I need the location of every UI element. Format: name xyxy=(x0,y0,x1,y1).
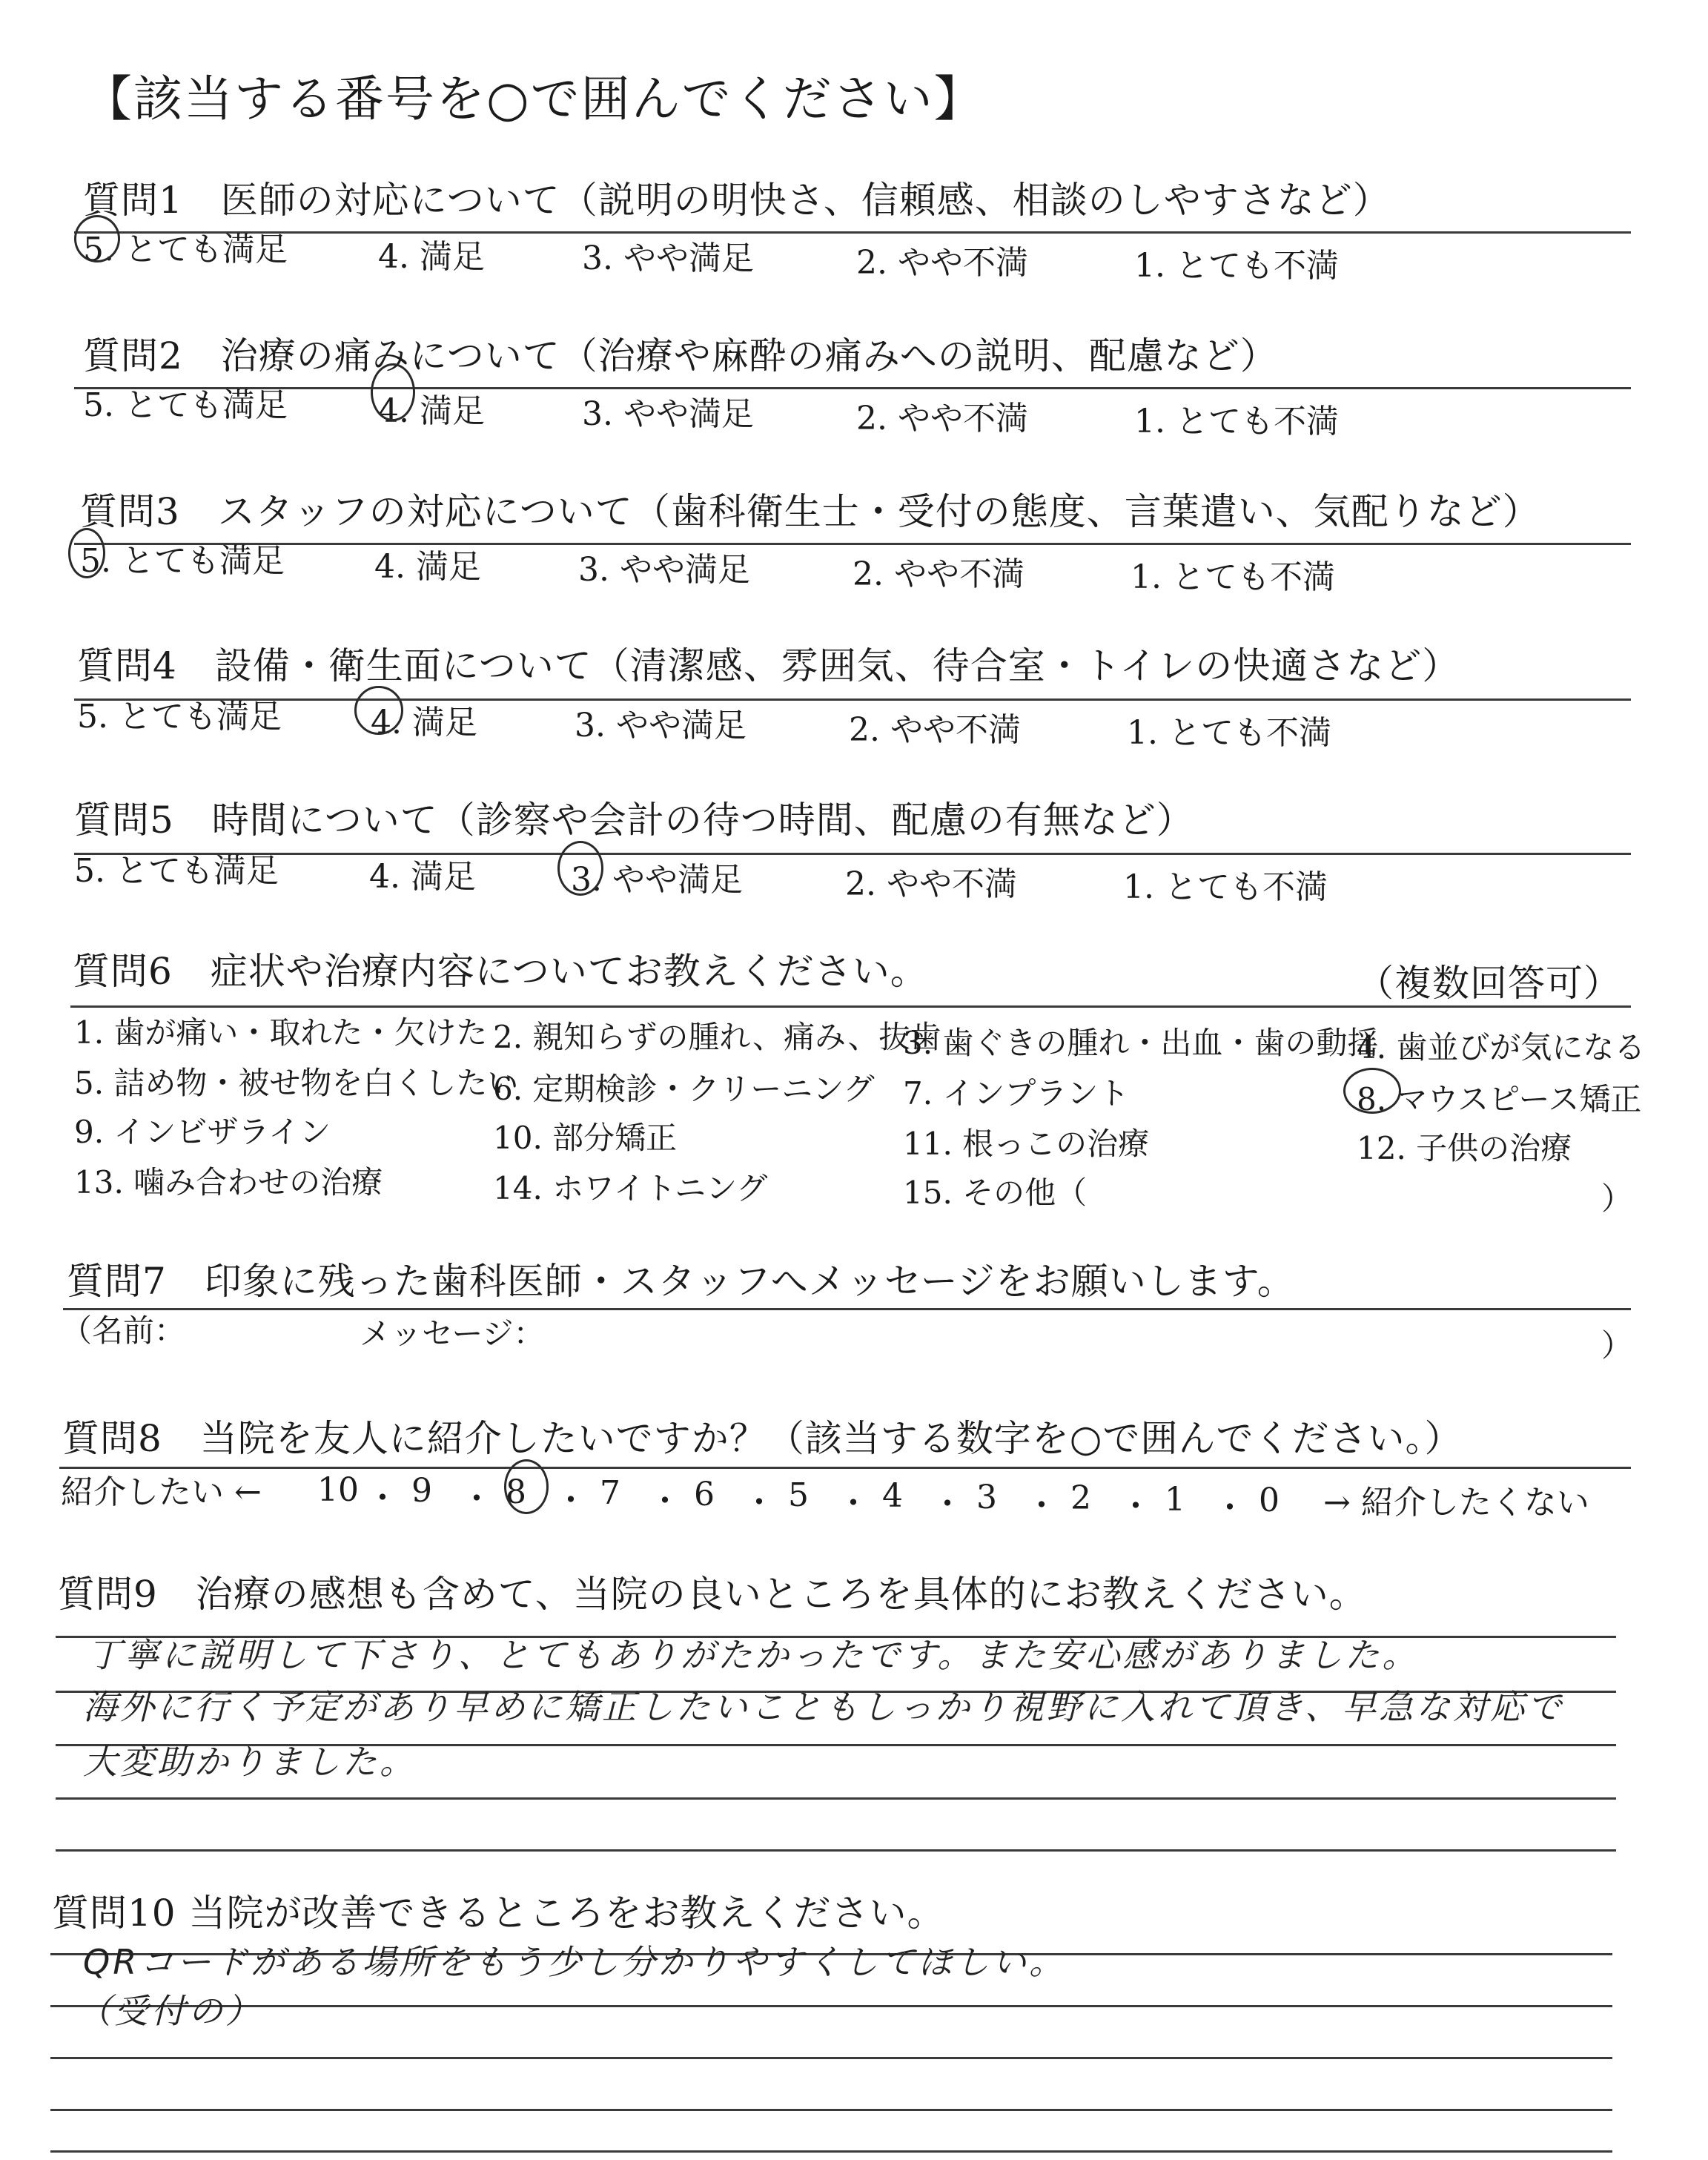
q1-option-2[interactable]: 2. やや不満 xyxy=(856,244,1028,282)
handwritten-answer-line: 丁寧に説明して下さり、とてもありがたかったです。また安心感がありました。 xyxy=(87,1635,1420,1675)
q3-option-3[interactable]: 3. やや満足 xyxy=(578,551,750,589)
answer-line xyxy=(50,2109,1612,2111)
page-title: 【該当する番号を○で囲んでください】 xyxy=(83,70,984,128)
question-5-heading: 質問5 時間について（診察や会計の待つ時間、配慮の有無など） xyxy=(74,799,1194,842)
scale-value[interactable]: 0 xyxy=(1259,1482,1280,1519)
q1-option-3[interactable]: 3. やや満足 xyxy=(582,240,754,277)
q5-option-5[interactable]: 5. とても満足 xyxy=(74,852,279,890)
scale-value[interactable]: 7 xyxy=(600,1474,620,1513)
q6-item[interactable]: 12. 子供の治療 xyxy=(1357,1130,1572,1166)
q5-option-2[interactable]: 2. やや不満 xyxy=(845,865,1017,903)
divider xyxy=(74,853,1631,855)
scale-separator: ・ xyxy=(649,1482,681,1521)
scale-value[interactable]: 10 xyxy=(317,1471,359,1509)
answer-line xyxy=(50,2150,1612,2153)
divider xyxy=(63,1308,1631,1310)
selection-circle xyxy=(557,841,603,896)
q4-option-2[interactable]: 2. やや不満 xyxy=(849,711,1021,749)
q3-option-2[interactable]: 2. やや不満 xyxy=(853,555,1025,593)
scale-value[interactable]: 2 xyxy=(1070,1479,1091,1518)
scale-value[interactable]: 3 xyxy=(976,1478,997,1516)
q6-item[interactable]: 15. その他（ xyxy=(903,1175,1088,1211)
scale-separator: ・ xyxy=(1214,1488,1246,1527)
q2-option-4[interactable]: 4. 満足 xyxy=(378,392,485,430)
scale-value[interactable]: 9 xyxy=(411,1472,432,1510)
recommend-right-label: → 紹介したくない xyxy=(1323,1484,1589,1522)
q6-item[interactable]: 1. 歯が痛い・取れた・欠けた xyxy=(74,1014,488,1051)
q4-option-4[interactable]: 4. 満足 xyxy=(371,704,477,742)
selection-circle xyxy=(74,215,120,262)
q3-option-5[interactable]: 5. とても満足 xyxy=(80,542,285,580)
q2-option-3[interactable]: 3. やや満足 xyxy=(582,395,754,433)
divider xyxy=(74,543,1631,545)
handwritten-answer-line: 大変助かりました。 xyxy=(83,1742,417,1782)
q6-item[interactable]: 5. 詰め物・被せ物を白くしたい xyxy=(74,1065,519,1101)
q6-item[interactable]: 10. 部分矯正 xyxy=(493,1120,678,1156)
scale-value[interactable]: 5 xyxy=(788,1476,809,1514)
scale-value[interactable]: 4 xyxy=(882,1477,903,1516)
divider xyxy=(74,231,1631,234)
question-8-heading: 質問8 当院を友人に紹介したいですか？（該当する数字を○で囲んでください。） xyxy=(62,1417,1463,1460)
question-3-heading: 質問3 スタッフの対応について（歯科衛生士・受付の態度、言葉遣い、気配りなど） xyxy=(80,490,1540,533)
message-label: メッセージ： xyxy=(360,1315,545,1352)
q5-option-1[interactable]: 1. とても不満 xyxy=(1123,868,1328,906)
q6-item[interactable]: 13. 噛み合わせの治療 xyxy=(74,1164,383,1200)
q1-option-1[interactable]: 1. とても不満 xyxy=(1134,247,1339,285)
scale-value[interactable]: 6 xyxy=(694,1475,715,1513)
divider xyxy=(74,698,1631,701)
q3-option-1[interactable]: 1. とても不満 xyxy=(1131,558,1335,596)
message-close-paren: ） xyxy=(1601,1327,1633,1364)
selection-circle xyxy=(1343,1068,1401,1114)
scale-value[interactable]: 8 xyxy=(506,1473,526,1511)
scale-separator: ・ xyxy=(837,1484,870,1522)
selection-circle xyxy=(68,528,105,578)
q4-option-5[interactable]: 5. とても満足 xyxy=(77,698,282,736)
q6-item[interactable]: 14. ホワイトニング xyxy=(493,1170,768,1206)
answer-line xyxy=(56,1797,1616,1800)
q6-item[interactable]: 2. 親知らずの腫れ、痛み、抜歯 xyxy=(493,1019,941,1055)
answer-line xyxy=(50,2057,1612,2059)
divider xyxy=(59,1467,1631,1469)
q2-option-1[interactable]: 1. とても不満 xyxy=(1134,403,1339,440)
multiple-answer-note: （複数回答可） xyxy=(1357,962,1621,1005)
question-4-heading: 質問4 設備・衛生面について（清潔感、雰囲気、待合室・トイレの快適さなど） xyxy=(77,644,1460,687)
scale-separator: ・ xyxy=(931,1485,964,1524)
scale-separator: ・ xyxy=(743,1483,775,1522)
q6-item[interactable]: 8. マウスピース矯正 xyxy=(1357,1081,1642,1117)
selection-circle xyxy=(504,1459,549,1514)
q6-item[interactable]: 4. 歯並びが気になる xyxy=(1357,1029,1646,1066)
question-1-heading: 質問1 医師の対応について（説明の明快さ、信頼感、相談のしやすさなど） xyxy=(83,179,1391,222)
q6-item[interactable]: 11. 根っこの治療 xyxy=(903,1126,1150,1162)
question-6-heading: 質問6 症状や治療内容についてお教えください。 xyxy=(73,950,928,993)
q2-option-5[interactable]: 5. とても満足 xyxy=(83,386,288,424)
divider xyxy=(70,1005,1631,1008)
q5-option-3[interactable]: 3. やや満足 xyxy=(571,861,743,899)
q6-item[interactable]: 6. 定期検診・クリーニング xyxy=(493,1071,875,1107)
scale-separator: ・ xyxy=(1025,1486,1058,1525)
scale-separator: ・ xyxy=(555,1481,587,1519)
recommend-left-label: 紹介したい ← xyxy=(61,1473,262,1511)
q5-option-4[interactable]: 4. 満足 xyxy=(369,858,476,896)
q3-option-4[interactable]: 4. 満足 xyxy=(374,548,481,586)
name-label: （名前： xyxy=(61,1312,186,1349)
question-10-heading: 質問10 当院が改善できるところをお教えください。 xyxy=(52,1892,945,1935)
scale-value[interactable]: 1 xyxy=(1165,1480,1185,1519)
handwritten-answer-line: （受付の） xyxy=(77,1991,262,2031)
answer-line xyxy=(50,2005,1612,2007)
question-2-heading: 質問2 治療の痛みについて（治療や麻酔の痛みへの説明、配慮など） xyxy=(83,334,1278,377)
scale-separator: ・ xyxy=(460,1480,493,1519)
q6-item[interactable]: 7. インプラント xyxy=(903,1075,1130,1112)
q6-item[interactable]: 9. インビザライン xyxy=(74,1114,331,1150)
q1-option-4[interactable]: 4. 満足 xyxy=(378,238,485,276)
q6-item[interactable]: 3. 歯ぐきの腫れ・出血・歯の動揺 xyxy=(903,1025,1379,1061)
selection-circle xyxy=(354,686,403,735)
q4-option-3[interactable]: 3. やや満足 xyxy=(575,707,747,744)
q4-option-1[interactable]: 1. とても不満 xyxy=(1127,714,1331,752)
q1-option-5[interactable]: 5. とても満足 xyxy=(83,231,288,268)
answer-line xyxy=(56,1849,1616,1852)
handwritten-answer-line: QRコードがある場所をもう少し分かりやすくしてほしい。 xyxy=(83,1942,1067,1982)
handwritten-answer-line: 海外に行く予定があり早めに矯正したいこともしっかり視野に入れて頂き、早急な対応で xyxy=(83,1687,1565,1727)
scale-separator: ・ xyxy=(366,1479,399,1517)
other-close-paren: ） xyxy=(1601,1180,1633,1217)
divider xyxy=(74,387,1631,389)
selection-circle xyxy=(371,363,415,421)
question-7-heading: 質問7 印象に残った歯科医師・スタッフへメッセージをお願いします。 xyxy=(67,1260,1295,1303)
scale-separator: ・ xyxy=(1119,1487,1152,1526)
q2-option-2[interactable]: 2. やや不満 xyxy=(856,400,1028,437)
question-9-heading: 質問9 治療の感想も含めて、当院の良いところを具体的にお教えください。 xyxy=(58,1573,1367,1616)
